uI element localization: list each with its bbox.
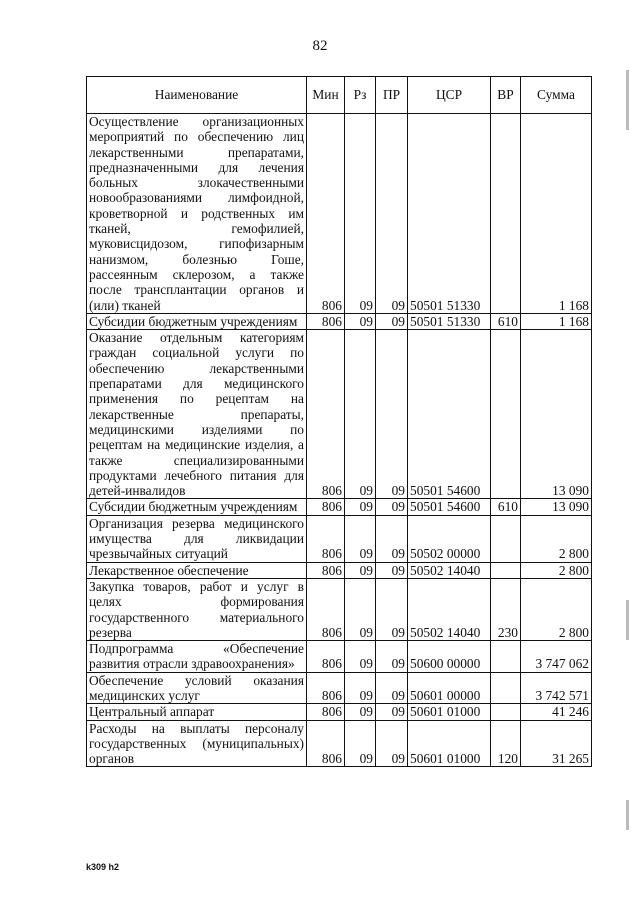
- cell-min: 806: [307, 515, 345, 562]
- cell-rz: 09: [345, 578, 376, 640]
- cell-csr: 50501 54600: [408, 330, 491, 499]
- cell-pr: 09: [376, 641, 408, 673]
- cell-sum: 31 265: [521, 720, 592, 767]
- cell-sum: 1 168: [521, 313, 592, 329]
- cell-sum: 3 747 062: [521, 641, 592, 673]
- header-sum: Сумма: [521, 77, 592, 114]
- cell-sum: 2 800: [521, 515, 592, 562]
- cell-rz: 09: [345, 720, 376, 767]
- cell-rz: 09: [345, 330, 376, 499]
- cell-vr: [491, 562, 521, 578]
- cell-min: 806: [307, 704, 345, 720]
- cell-csr: 50601 01000: [408, 720, 491, 767]
- cell-name: Субсидии бюджетным учреждениям: [87, 499, 307, 515]
- cell-min: 806: [307, 562, 345, 578]
- cell-rz: 09: [345, 562, 376, 578]
- scan-edge-mark: [626, 800, 629, 830]
- cell-rz: 09: [345, 313, 376, 329]
- table-body: [87, 114, 592, 767]
- cell-csr: 50502 14040: [408, 562, 491, 578]
- page-number: 82: [312, 38, 328, 54]
- cell-csr: 50502 00000: [408, 515, 491, 562]
- header-vr: ВР: [491, 77, 521, 114]
- cell-vr: [491, 330, 521, 499]
- cell-sum: 1 168: [521, 114, 592, 314]
- cell-name: Обеспечение условий оказания медицинских услуг: [87, 672, 307, 704]
- cell-sum: 2 800: [521, 562, 592, 578]
- cell-csr: 50501 54600: [408, 499, 491, 515]
- cell-pr: 09: [376, 330, 408, 499]
- cell-sum: 13 090: [521, 330, 592, 499]
- cell-pr: 09: [376, 720, 408, 767]
- cell-csr: 50501 51330: [408, 313, 491, 329]
- cell-vr: [491, 672, 521, 704]
- cell-min: 806: [307, 720, 345, 767]
- header-name: Наименование: [87, 77, 307, 114]
- cell-name: Лекарственное обеспечение: [87, 562, 307, 578]
- cell-vr: [491, 641, 521, 673]
- cell-sum: 13 090: [521, 499, 592, 515]
- cell-csr: 50502 14040: [408, 578, 491, 640]
- cell-vr: [491, 114, 521, 314]
- cell-sum: 2 800: [521, 578, 592, 640]
- table-row: [87, 499, 592, 515]
- cell-min: 806: [307, 313, 345, 329]
- cell-pr: 09: [376, 499, 408, 515]
- cell-rz: 09: [345, 704, 376, 720]
- cell-csr: 50601 00000: [408, 672, 491, 704]
- cell-vr: 230: [491, 578, 521, 640]
- table-row: [87, 114, 592, 314]
- cell-sum: 3 742 571: [521, 672, 592, 704]
- cell-rz: 09: [345, 114, 376, 314]
- cell-vr: 120: [491, 720, 521, 767]
- cell-min: 806: [307, 641, 345, 673]
- cell-rz: 09: [345, 672, 376, 704]
- cell-rz: 09: [345, 641, 376, 673]
- cell-vr: 610: [491, 313, 521, 329]
- cell-name: Центральный аппарат: [87, 704, 307, 720]
- table-header-row: [87, 77, 592, 114]
- cell-sum: 41 246: [521, 704, 592, 720]
- cell-pr: 09: [376, 313, 408, 329]
- header-rz: Рз: [345, 77, 376, 114]
- cell-pr: 09: [376, 672, 408, 704]
- scan-edge-mark: [626, 600, 629, 640]
- cell-rz: 09: [345, 515, 376, 562]
- cell-vr: [491, 704, 521, 720]
- cell-csr: 50501 51330: [408, 114, 491, 314]
- table-row: [87, 562, 592, 578]
- header-csr: ЦСР: [408, 77, 491, 114]
- table-row: [87, 330, 592, 499]
- footer-code: k309 h2: [86, 862, 120, 872]
- cell-min: 806: [307, 578, 345, 640]
- cell-name: Осуществление организационных мероприятий по обеспечению лиц лекарственными препаратами, предназначенными для лечения больных злокачественными новообразованиями лимфоидной, кроветворной и родственных им тканей, гемофилией, муковисцидозом, гипофизарным нанизмом, болезнью Гоше, рассеянным склерозом, а также после трансплантации органов и (или) тканей: [87, 114, 307, 314]
- cell-name: Оказание отдельным категориям граждан социальной услуги по обеспечению лекарственными препаратами для медицинского применения по рецептам на лекарственные препараты, медицинскими изделиями по рецептам на медицинские изделия, а также специализированными продуктами лечебного питания для детей-инвалидов: [87, 330, 307, 499]
- cell-pr: 09: [376, 562, 408, 578]
- header-min: Мин: [307, 77, 345, 114]
- cell-vr: 610: [491, 499, 521, 515]
- cell-name: Расходы на выплаты персоналу государственных (муниципальных) органов: [87, 720, 307, 767]
- table-row: [87, 641, 592, 673]
- cell-pr: 09: [376, 515, 408, 562]
- cell-min: 806: [307, 114, 345, 314]
- table-row: [87, 578, 592, 640]
- cell-min: 806: [307, 499, 345, 515]
- table-row: [87, 515, 592, 562]
- cell-vr: [491, 515, 521, 562]
- cell-name: Организация резерва медицинского имущества для ликвидации чрезвычайных ситуаций: [87, 515, 307, 562]
- table-row: [87, 720, 592, 767]
- budget-table: [86, 76, 592, 767]
- scan-edge-mark: [626, 70, 629, 130]
- cell-csr: 50601 01000: [408, 704, 491, 720]
- cell-rz: 09: [345, 499, 376, 515]
- header-pr: ПР: [376, 77, 408, 114]
- cell-pr: 09: [376, 578, 408, 640]
- table-row: [87, 704, 592, 720]
- table-row: [87, 672, 592, 704]
- cell-name: Субсидии бюджетным учреждениям: [87, 313, 307, 329]
- cell-min: 806: [307, 330, 345, 499]
- cell-min: 806: [307, 672, 345, 704]
- cell-pr: 09: [376, 704, 408, 720]
- cell-name: Подпрограмма «Обеспечение развития отрасли здравоохранения»: [87, 641, 307, 673]
- cell-name: Закупка товаров, работ и услуг в целях формирования государственного материального резерва: [87, 578, 307, 640]
- cell-csr: 50600 00000: [408, 641, 491, 673]
- cell-pr: 09: [376, 114, 408, 314]
- table-row: [87, 313, 592, 329]
